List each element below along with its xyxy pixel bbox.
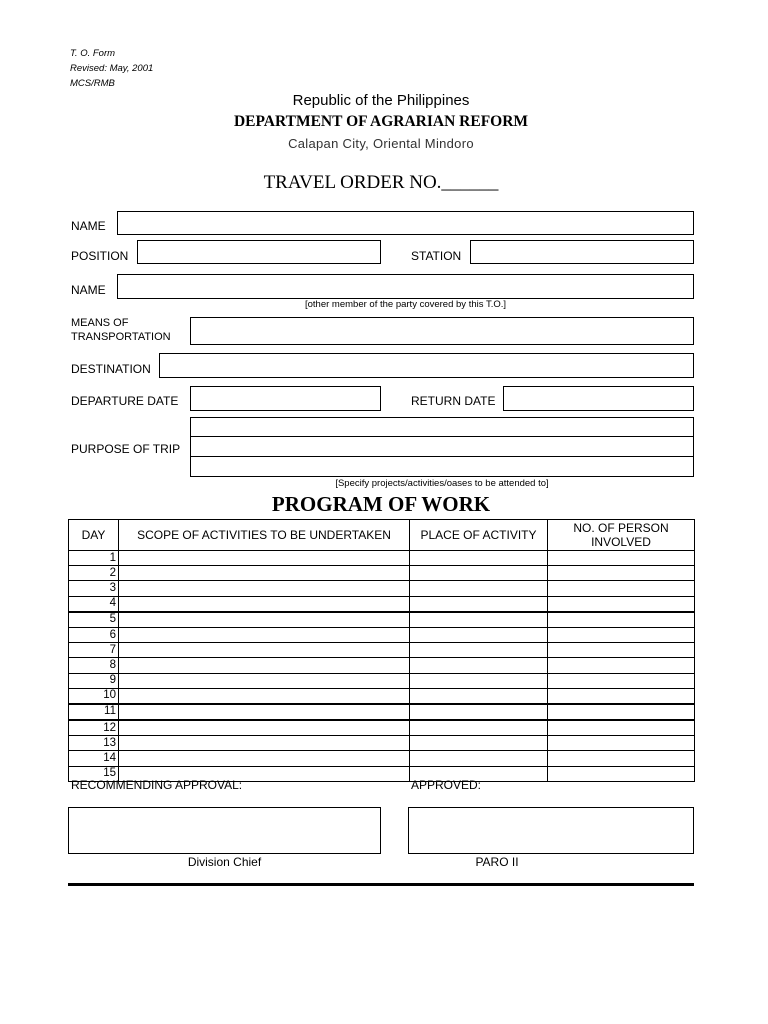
republic-heading: Republic of the Philippines: [292, 92, 470, 109]
scope-cell[interactable]: [119, 643, 410, 658]
day-number: 1: [69, 551, 119, 566]
place-cell[interactable]: [410, 688, 548, 704]
scope-cell[interactable]: [119, 596, 410, 612]
persons-header: NO. OF PERSON INVOLVED: [548, 520, 695, 551]
place-cell[interactable]: [410, 596, 548, 612]
table-row: [69, 720, 695, 736]
place-cell[interactable]: [410, 736, 548, 751]
day-number: 13: [69, 736, 119, 751]
form-meta: [70, 46, 153, 91]
persons-cell[interactable]: [548, 704, 695, 720]
day-number: 9: [69, 673, 119, 688]
scope-cell[interactable]: [119, 551, 410, 566]
day-header: DAY: [69, 520, 119, 551]
scope-header: SCOPE OF ACTIVITIES TO BE UNDERTAKEN: [119, 520, 410, 551]
recommending-signature-box[interactable]: [68, 807, 381, 854]
recommending-approval-label: RECOMMENDING APPROVAL:: [71, 778, 243, 792]
departure-date-field[interactable]: [190, 386, 381, 411]
scope-cell[interactable]: [119, 612, 410, 628]
transportation-field[interactable]: [190, 317, 694, 345]
day-number: 15: [69, 766, 119, 781]
station-label: STATION: [411, 249, 462, 263]
table-row: [69, 751, 695, 766]
department-heading: DEPARTMENT OF AGRARIAN REFORM: [233, 113, 529, 130]
approved-signature-box[interactable]: [408, 807, 694, 854]
day-number: 7: [69, 643, 119, 658]
place-cell[interactable]: [410, 704, 548, 720]
scope-cell[interactable]: [119, 658, 410, 673]
place-cell[interactable]: [410, 612, 548, 628]
other-member-name-field[interactable]: [117, 274, 694, 299]
scope-cell[interactable]: [119, 581, 410, 596]
place-header: PLACE OF ACTIVITY: [410, 520, 548, 551]
travel-order-title: TRAVEL ORDER NO.______: [263, 172, 499, 193]
scope-cell[interactable]: [119, 566, 410, 581]
table-row: [69, 688, 695, 704]
table-row: [69, 551, 695, 566]
table-row: [69, 736, 695, 751]
place-cell[interactable]: [410, 751, 548, 766]
day-number: 14: [69, 751, 119, 766]
purpose-line-2[interactable]: [190, 436, 694, 457]
scope-cell[interactable]: [119, 720, 410, 736]
scope-cell[interactable]: [119, 688, 410, 704]
persons-cell[interactable]: [548, 736, 695, 751]
station-field[interactable]: [470, 240, 694, 264]
day-number: 2: [69, 566, 119, 581]
persons-cell[interactable]: [548, 751, 695, 766]
persons-cell[interactable]: [548, 720, 695, 736]
name-field[interactable]: [117, 211, 694, 235]
transportation-label-line1: MEANS OF: [71, 317, 129, 329]
day-number: 4: [69, 596, 119, 612]
persons-cell[interactable]: [548, 566, 695, 581]
purpose-note: [Specify projects/activities/oases to be attended to]: [335, 478, 549, 489]
persons-cell[interactable]: [548, 627, 695, 642]
other-member-note: [other member of the party covered by this T.O.]: [305, 299, 506, 310]
position-label: POSITION: [71, 249, 129, 263]
day-number: 5: [69, 612, 119, 628]
table-row: [69, 704, 695, 720]
persons-cell[interactable]: [548, 596, 695, 612]
persons-cell[interactable]: [548, 551, 695, 566]
persons-cell[interactable]: [548, 766, 695, 781]
persons-cell[interactable]: [548, 673, 695, 688]
program-title: PROGRAM OF WORK: [271, 492, 491, 516]
destination-field[interactable]: [159, 353, 694, 378]
persons-cell[interactable]: [548, 581, 695, 596]
table-row: [69, 581, 695, 596]
form-office: MCS/RMB: [70, 78, 115, 89]
persons-cell[interactable]: [548, 643, 695, 658]
persons-cell[interactable]: [548, 612, 695, 628]
name-label: NAME: [71, 219, 106, 233]
table-row: [69, 612, 695, 628]
place-cell[interactable]: [410, 566, 548, 581]
day-number: 3: [69, 581, 119, 596]
day-number: 11: [69, 704, 119, 720]
table-row: [69, 673, 695, 688]
table-row: [69, 658, 695, 673]
form-code: T. O. Form: [70, 48, 116, 59]
day-number: 10: [69, 688, 119, 704]
place-cell[interactable]: [410, 643, 548, 658]
scope-cell[interactable]: [119, 704, 410, 720]
other-member-name-label: NAME: [71, 283, 106, 297]
transportation-label-line2: TRANSPORTATION: [71, 331, 171, 343]
place-cell[interactable]: [410, 720, 548, 736]
day-number: 8: [69, 658, 119, 673]
purpose-line-1[interactable]: [190, 417, 694, 437]
scope-cell[interactable]: [119, 627, 410, 642]
table-row: [69, 627, 695, 642]
place-cell[interactable]: [410, 673, 548, 688]
day-number: 12: [69, 720, 119, 736]
return-date-label: RETURN DATE: [411, 394, 496, 408]
division-chief-label: Division Chief: [187, 855, 262, 869]
table-row: [69, 643, 695, 658]
destination-label: DESTINATION: [71, 362, 151, 376]
approved-label: APPROVED:: [411, 778, 482, 792]
scope-cell[interactable]: [119, 751, 410, 766]
scope-cell[interactable]: [119, 736, 410, 751]
persons-cell[interactable]: [548, 658, 695, 673]
persons-cell[interactable]: [548, 688, 695, 704]
table-row: [69, 566, 695, 581]
place-cell[interactable]: [410, 551, 548, 566]
table-row: [69, 596, 695, 612]
form-revision: Revised: May, 2001: [70, 63, 154, 74]
program-of-work-table: [68, 519, 695, 782]
bottom-divider: [68, 883, 694, 886]
return-date-field[interactable]: [503, 386, 694, 411]
transportation-label: [71, 316, 171, 344]
scope-cell[interactable]: [119, 673, 410, 688]
place-cell[interactable]: [410, 658, 548, 673]
departure-date-label: DEPARTURE DATE: [71, 394, 179, 408]
place-cell[interactable]: [410, 627, 548, 642]
purpose-line-3[interactable]: [190, 456, 694, 477]
paro-label: PARO II: [475, 855, 519, 869]
position-field[interactable]: [137, 240, 381, 264]
location-heading: Calapan City, Oriental Mindoro: [288, 136, 474, 151]
purpose-label: PURPOSE OF TRIP: [71, 442, 181, 456]
day-number: 6: [69, 627, 119, 642]
place-cell[interactable]: [410, 581, 548, 596]
